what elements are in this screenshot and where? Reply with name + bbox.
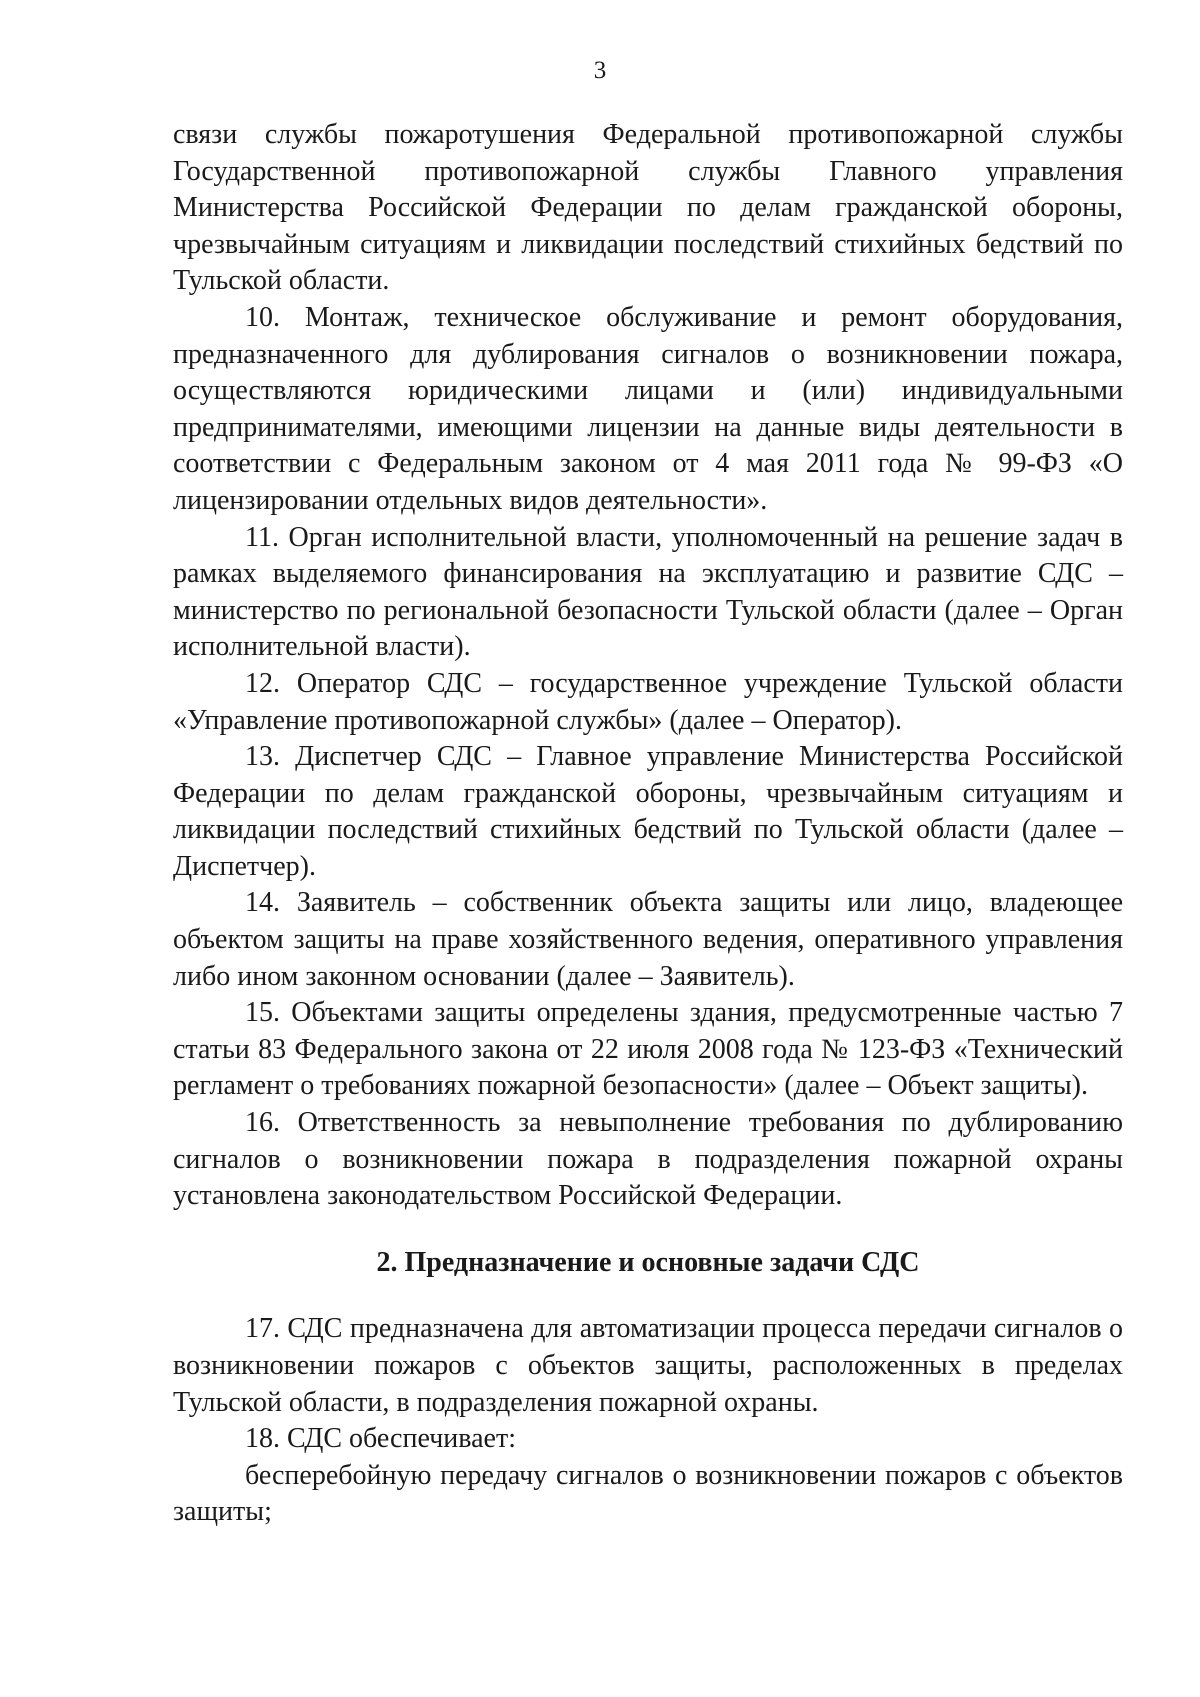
paragraph-18: 18. СДС обеспечивает: (245, 1423, 516, 1455)
paragraph-11: 11. Орган исполнительной власти, уполномоченный на решение задач в рамках выделяемого финансирования на эксплуатацию и развитие СДС – министерство по региональной безопасности Тульской области (далее – Орган исполнительной власти). (173, 521, 1123, 663)
paragraph-15: 15. Объектами защиты определены здания, предусмотренные частью 7 статьи 83 Федерального закона от 22 июля 2008 года № 123-ФЗ «Технический регламент о требованиях пожарной безопасности» (далее – Объект защиты). (173, 997, 1123, 1102)
section-heading: 2. Предназначение и основные задачи СДС (376, 1246, 920, 1278)
paragraph-12: 12. Оператор СДС – государственное учреждение Тульской области «Управление противопожарной службы» (далее – Оператор). (173, 667, 1123, 736)
paragraph-10: 10. Монтаж, техническое обслуживание и ремонт оборудования, предназначенного для дублирования сигналов о возникновении пожара, осуществляются юридическими лицами и (или) индивидуальными предпринимателями, имеющими лицензии на данные виды деятельности в соответствии с Федеральным законом от 4 мая 2011 года № 99-ФЗ «О лицензировании отдельных видов деятельности». (173, 301, 1123, 516)
paragraph-17: 17. СДС предназначена для автоматизации процесса передачи сигналов о возникновении пожаров с объектов защиты, расположенных в пределах Тульской области, в подразделения пожарной охраны. (173, 1313, 1123, 1418)
paragraph-13: 13. Диспетчер СДС – Главное управление Министерства Российской Федерации по делам гражданской обороны, чрезвычайным ситуациям и ликвидации последствий стихийных бедствий по Тульской области (далее – Диспетчер). (173, 741, 1123, 882)
paragraph-continuation: связи службы пожаротушения Федеральной противопожарной службы Государственной противопожарной службы Главного управления Министерства Российской Федерации по делам гражданской обороны, чрезвычайным ситуациям и ликвидации последствий стихийных бедствий по Тульской области. (173, 119, 1123, 297)
paragraph-16: 16. Ответственность за невыполнение требования по дублированию сигналов о возникновении пожара в подразделения пожарной охраны установлена законодательством Российской Федерации. (173, 1107, 1123, 1212)
paragraph-14: 14. Заявитель – собственник объекта защиты или лицо, владеющее объектом защиты на праве хозяйственного ведения, оперативного управления либо ином законном основании (далее – Заявитель). (173, 887, 1123, 992)
paragraph-18-item-1: бесперебойную передачу сигналов о возникновении пожаров с объектов защиты; (173, 1459, 1123, 1528)
page-number: 3 (593, 57, 607, 84)
document-body (173, 117, 1123, 1531)
